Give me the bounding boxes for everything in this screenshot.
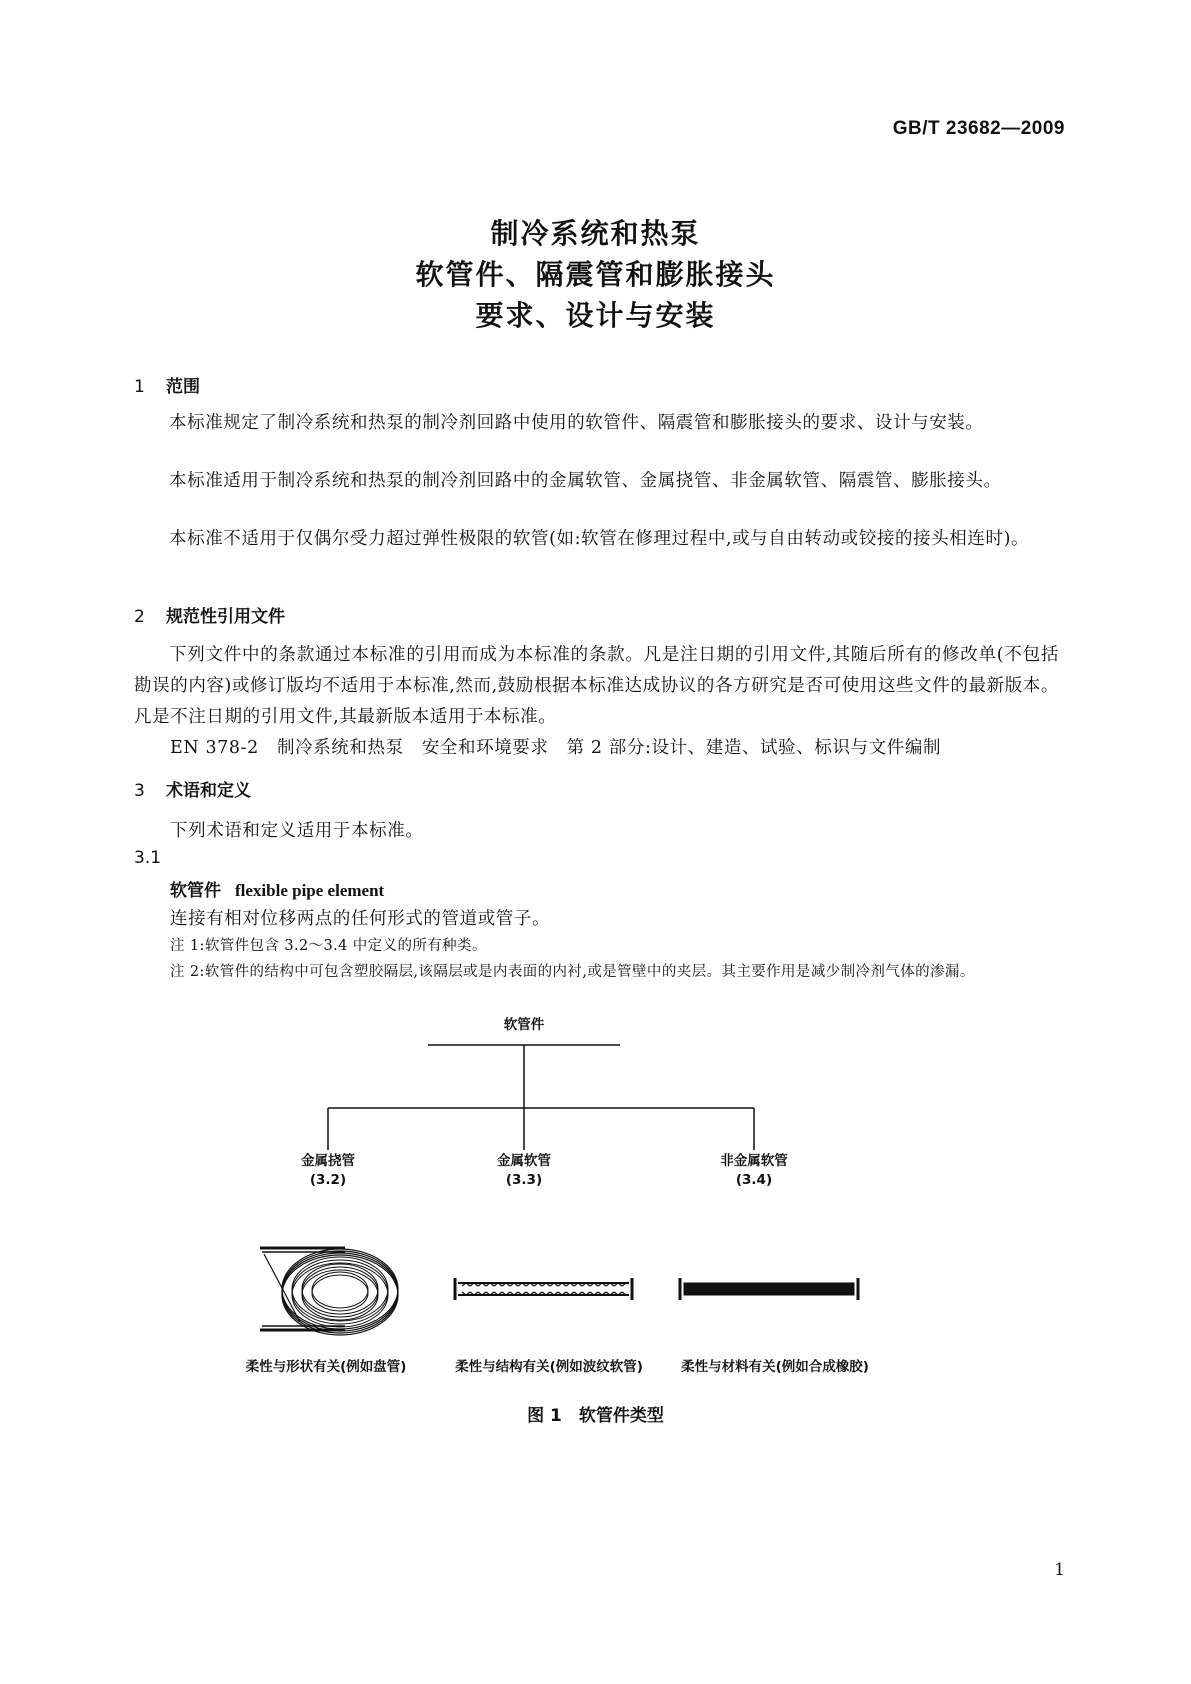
coiled-pipe-illustration [260, 1248, 398, 1335]
section-2-paragraph-1: 下列文件中的条款通过本标准的引用而成为本标准的条款。凡是注日期的引用文件,其随后所有的修改单(不包括勘误的内容)或修订版均不适用于本标准,然而,鼓励根据本标准达成协议的各方研究是否可使用这些文件的最新版本。凡是不注日期的引用文件,其最新版本适用于本标准。 [134, 645, 1059, 727]
section-number: 3 [134, 781, 145, 801]
section-title: 范围 [166, 377, 200, 397]
section-1-paragraph-1: 本标准规定了制冷系统和热泵的制冷剂回路中使用的软管件、隔震管和膨胀接头的要求、设计与安装。 [169, 413, 984, 433]
section-1-paragraph-2: 本标准适用于制冷系统和热泵的制冷剂回路中的金属软管、金属挠管、非金属软管、隔震管、膨胀接头。 [169, 471, 1002, 491]
section-title: 术语和定义 [166, 781, 251, 801]
branch-name: 金属挠管 [301, 1153, 355, 1169]
rubber-description: 柔性与材料有关(例如合成橡胶) [681, 1359, 869, 1375]
section-number: 2 [134, 607, 145, 627]
branch-2-label [424, 1152, 624, 1190]
corrugated-pipe-illustration [455, 1278, 632, 1300]
figure-caption: 图 1 软管件类型 [527, 1406, 664, 1426]
term-en: flexible pipe element [235, 881, 385, 900]
branch-ref: (3.3) [505, 1172, 543, 1188]
branch-1-label [228, 1152, 428, 1190]
title-line-1: 制冷系统和热泵 [490, 217, 701, 250]
section-title: 规范性引用文件 [166, 607, 285, 627]
normative-reference: EN 378-2 制冷系统和热泵 安全和环境要求 第 2 部分:设计、建造、试验、标识与文件编制 [170, 738, 942, 758]
term-definition: 连接有相对位移两点的任何形式的管道或管子。 [170, 909, 551, 929]
note-1: 注 1:软管件包含 3.2～3.4 中定义的所有种类。 [170, 938, 487, 954]
branch-ref: (3.4) [735, 1172, 773, 1188]
term-zh: 软管件 [170, 881, 221, 901]
standard-number: GB/T 23682—2009 [892, 118, 1065, 139]
title-line-2: 软管件、隔震管和膨胀接头 [415, 258, 776, 291]
figure-root-label: 软管件 [503, 1017, 545, 1033]
branch-name: 金属软管 [497, 1153, 551, 1169]
title-line-3: 要求、设计与安装 [475, 299, 716, 332]
section-number: 1 [134, 377, 145, 397]
coil-description: 柔性与形状有关(例如盘管) [245, 1359, 407, 1375]
branch-ref: (3.2) [309, 1172, 347, 1188]
section-3-intro: 下列术语和定义适用于本标准。 [170, 821, 424, 841]
branch-3-label [654, 1152, 854, 1190]
term-number: 3.1 [134, 848, 162, 868]
page-number: 1 [1054, 1560, 1065, 1580]
corrugated-description: 柔性与结构有关(例如波纹软管) [455, 1359, 643, 1375]
section-1-paragraph-3: 本标准不适用于仅偶尔受力超过弹性极限的软管(如:软管在修理过程中,或与自由转动或铰接的接头相连时)。 [169, 529, 1030, 549]
rubber-hose-illustration [680, 1278, 858, 1300]
branch-name: 非金属软管 [720, 1153, 788, 1169]
note-2: 注 2:软管件的结构中可包含塑胶隔层,该隔层或是内表面的内衬,或是管壁中的夹层。其主要作用是减少制冷剂气体的渗漏。 [170, 964, 975, 980]
